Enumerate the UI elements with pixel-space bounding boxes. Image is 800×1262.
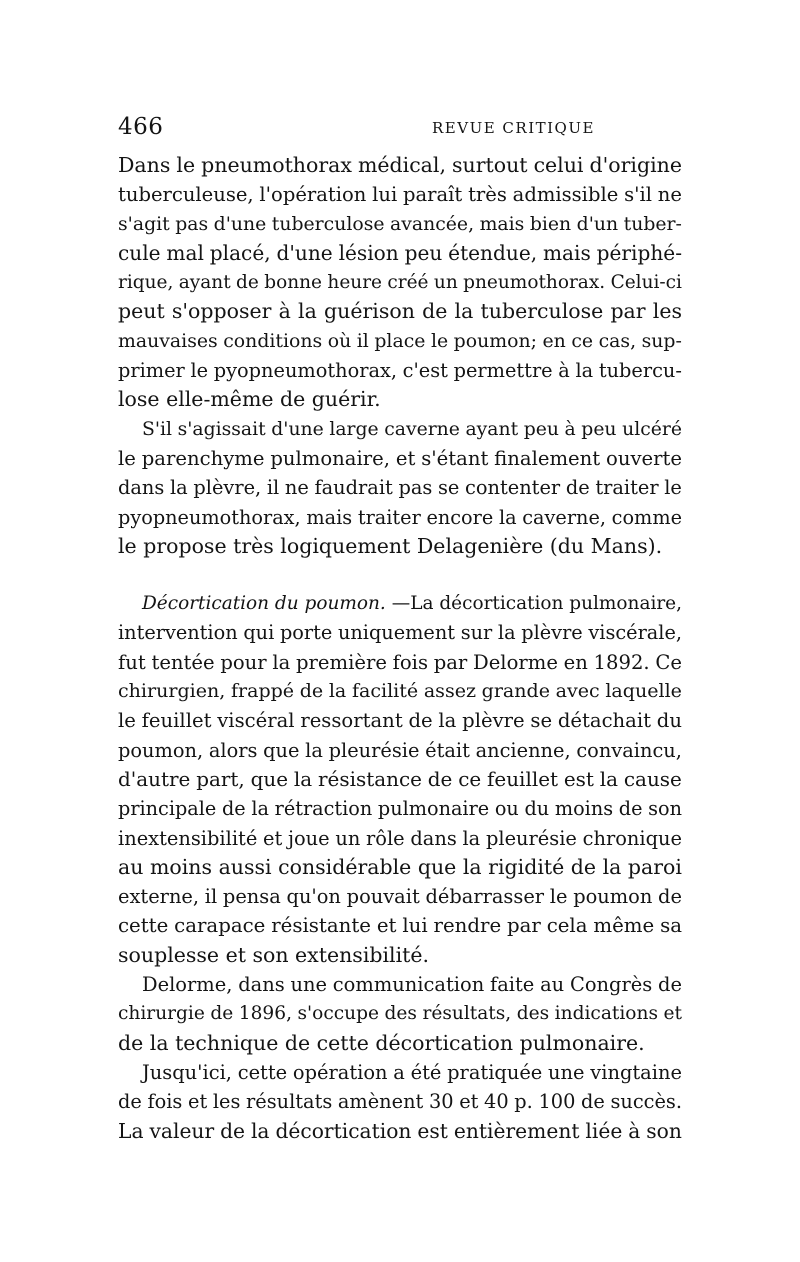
text-line: dans la plèvre, il ne faudrait pas se contenter de traiter le — [118, 476, 682, 500]
text-line: poumon, alors que la pleurésie était ancienne, convaincu, — [118, 738, 682, 762]
text-line: de la technique de cette décortication pulmonaire. — [118, 1030, 645, 1055]
section-heading-line — [118, 589, 682, 618]
text-line: primer le pyopneumothorax, c'est permettre à la tubercu- — [118, 359, 682, 383]
text-line: S'il s'agissait d'une large caverne ayant peu à peu ulcéré — [142, 418, 682, 440]
text-line: le feuillet viscéral ressortant de la plèvre se détachait du — [118, 709, 682, 733]
running-head: REVUE CRITIQUE — [432, 119, 595, 137]
text-line: de fois et les résultats amènent 30 et 40 p. 100 de succès. — [118, 1090, 682, 1114]
text-line: Delorme, dans une communication faite au Congrès de — [142, 973, 682, 997]
body-text — [118, 151, 682, 1146]
page-header — [118, 114, 682, 144]
text-line: s'agit pas d'une tuberculose avancée, mais bien d'un tuber- — [118, 213, 682, 235]
page-number: 466 — [118, 114, 164, 140]
text-line: souplesse et son extensibilité. — [118, 942, 430, 967]
text-line: inextensibilité et joue un rôle dans la pleurésie chronique — [118, 826, 682, 850]
text-line: La valeur de la décortication est entièrement liée à son — [118, 1118, 682, 1143]
text-line: le propose très logiquement Delagenière (du Mans). — [118, 533, 663, 558]
text-line: mauvaises conditions où il place le poumon; en ce cas, sup- — [118, 329, 682, 352]
text-line: principale de la rétraction pulmonaire ou du moins de son — [118, 797, 682, 821]
section-title: Décortication du poumon. — [142, 593, 386, 615]
text-line: externe, il pensa qu'on pouvait débarrasser le poumon de — [118, 885, 682, 909]
text-line: chirurgien, frappé de la facilité assez grande avec laquelle — [118, 680, 682, 703]
text-line: Dans le pneumothorax médical, surtout celui d'origine — [118, 153, 682, 177]
text-line: peut s'opposer à la guérison de la tuberculose par les — [118, 299, 682, 324]
text-line: intervention qui porte uniquement sur la plèvre viscérale, — [118, 621, 682, 645]
text-line: d'autre part, que la résistance de ce feuillet est la cause — [118, 766, 682, 791]
text-line: le parenchyme pulmonaire, et s'étant finalement ouverte — [118, 446, 682, 470]
text-line: cule mal placé, d'une lésion peu étendue, mais périphé- — [118, 240, 682, 265]
text-line: rique, ayant de bonne heure créé un pneumothorax. Celui-ci — [118, 272, 682, 294]
text-line: chirurgie de 1896, s'occupe des résultats, des indications et — [118, 1003, 682, 1025]
text-line: tuberculeuse, l'opération lui paraît très admissible s'il ne — [118, 183, 682, 207]
text-line: Jusqu'ici, cette opération a été pratiquée une vingtaine — [142, 1060, 682, 1084]
text-line: lose elle-même de guérir. — [118, 387, 381, 412]
text-line: cette carapace résistante et lui rendre par cela même sa — [118, 914, 682, 938]
text-line: au moins aussi considérable que la rigidité de la paroi — [118, 854, 682, 879]
text-line: pyopneumothorax, mais traiter encore la caverne, comme — [118, 505, 682, 529]
text-line: fut tentée pour la première fois par Delorme en 1892. Ce — [118, 650, 682, 674]
section-first-line: —La décortication pulmonaire, — [391, 593, 682, 615]
section-gap — [118, 561, 682, 589]
